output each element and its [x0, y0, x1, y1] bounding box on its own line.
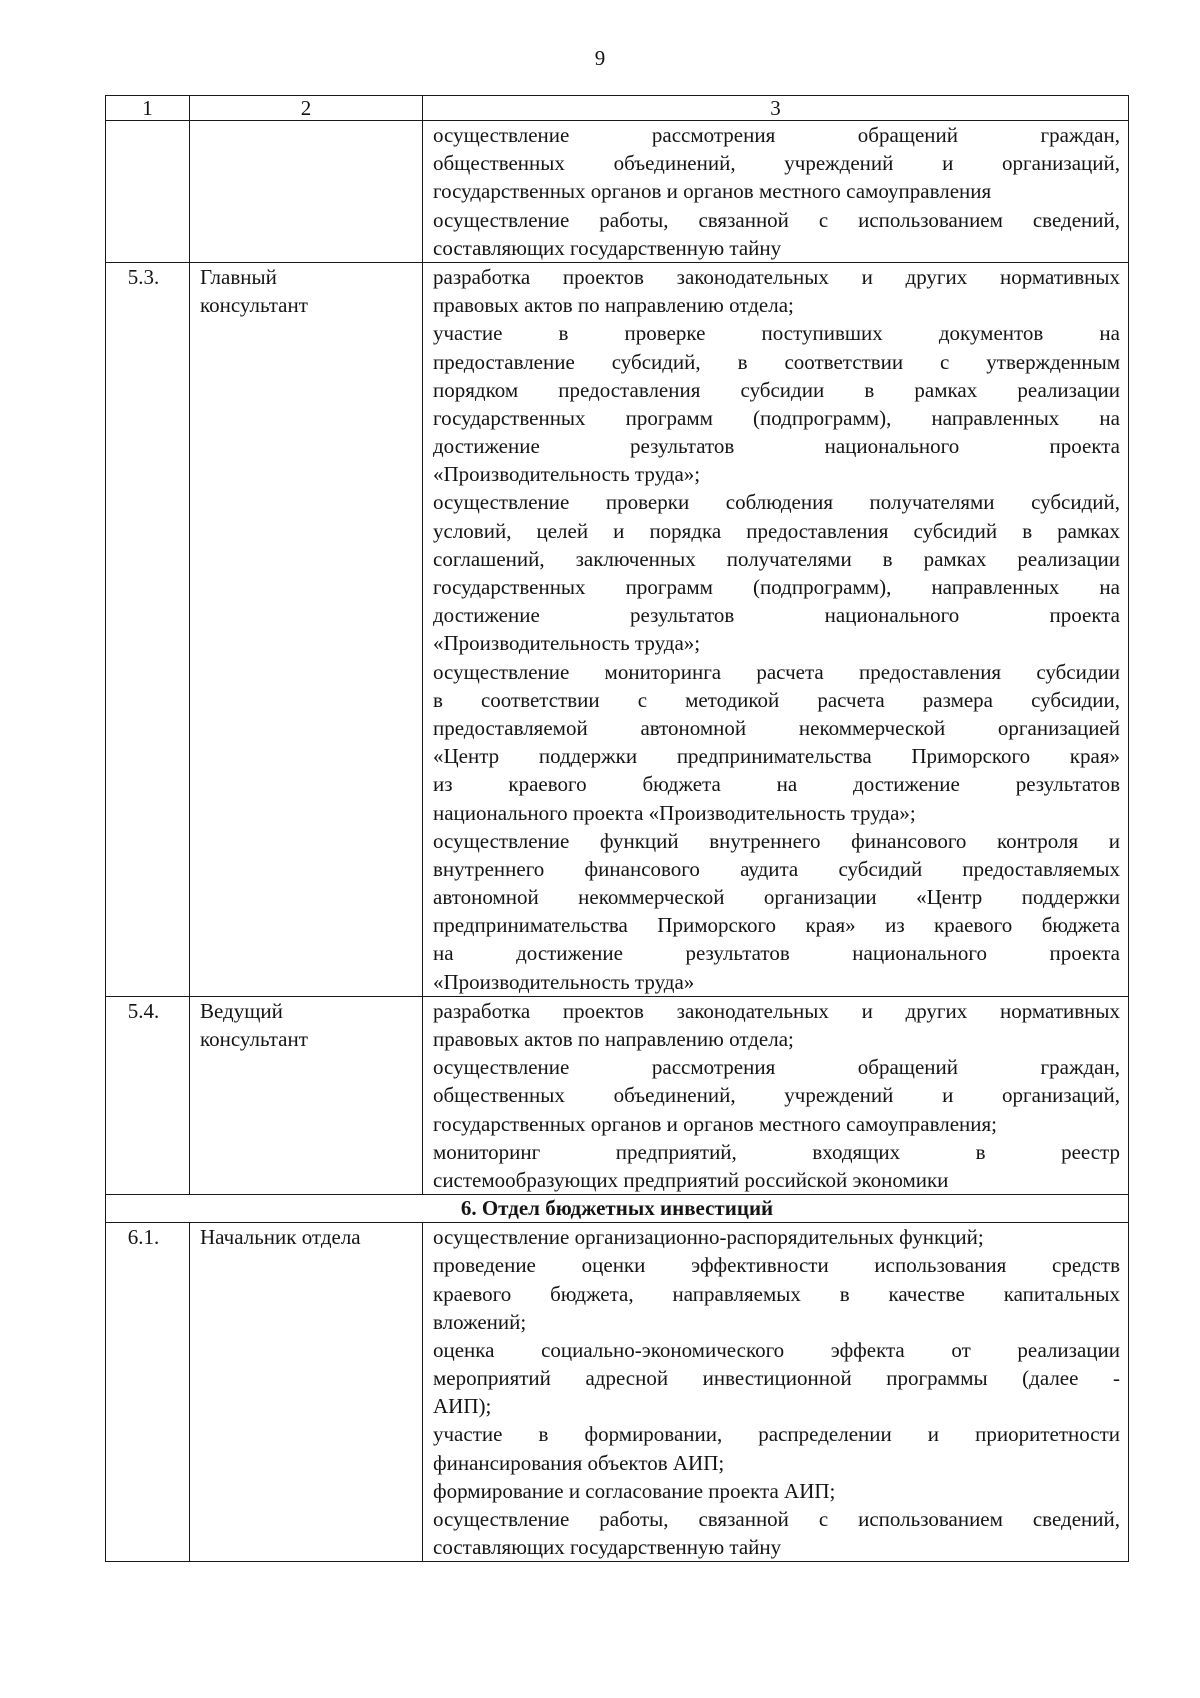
duty-line: на достижение результатов национального проекта	[433, 941, 1120, 966]
position-title	[190, 996, 423, 1194]
column-header-2: 2	[190, 96, 423, 121]
duties-text	[423, 262, 1129, 996]
duties-text	[423, 996, 1129, 1194]
duty-line: предоставление субсидий, в соответствии с утвержденным	[433, 349, 1120, 374]
duty-line: осуществление проверки соблюдения получателями субсидий,	[433, 490, 1120, 515]
duty-line: государственных программ (подпрограмм), направленных на	[433, 405, 1120, 430]
column-header-3: 3	[423, 96, 1129, 121]
duty-line: порядком предоставления субсидии в рамках реализации	[433, 377, 1120, 402]
duty-line: участие в формировании, распределении и приоритетности	[433, 1422, 1120, 1447]
duty-line: автономной некоммерческой организации «Центр поддержки	[433, 885, 1120, 910]
page-number: 9	[594, 46, 606, 70]
duty-line: «Производительность труда»;	[433, 462, 701, 487]
duty-line: предпринимательства Приморского края» из краевого бюджета	[433, 913, 1120, 938]
duty-line: мониторинг предприятий, входящих в реестр	[433, 1139, 1120, 1164]
duty-line: системообразующих предприятий российской экономики	[433, 1167, 949, 1192]
table-row	[106, 996, 1129, 1194]
position-title-line: Главный	[200, 264, 277, 289]
duty-line: из краевого бюджета на достижение результатов	[433, 772, 1120, 797]
section-heading: 6. Отдел бюджетных инвестиций	[106, 1195, 1129, 1223]
duty-line: национального проекта «Производительность труда»;	[433, 800, 916, 825]
table-header-row	[106, 96, 1129, 121]
duty-line: разработка проектов законодательных и других нормативных	[433, 264, 1120, 289]
item-number: 5.3.	[106, 262, 190, 996]
section-heading-row	[106, 1195, 1129, 1223]
duty-line: составляющих государственную тайну	[433, 1535, 782, 1560]
duty-line: в соответствии с методикой расчета размера субсидии,	[433, 687, 1120, 712]
item-number: 6.1.	[106, 1223, 190, 1562]
duty-line: «Производительность труда»	[433, 969, 695, 994]
duty-line: общественных объединений, учреждений и организаций,	[433, 151, 1120, 176]
duty-line: осуществление рассмотрения обращений граждан,	[433, 1055, 1120, 1080]
duty-line: «Центр поддержки предпринимательства Приморского края»	[433, 744, 1120, 769]
duty-line: достижение результатов национального проекта	[433, 603, 1120, 628]
position-title-line: Ведущий	[200, 998, 283, 1023]
duty-line: оценка социально-экономического эффекта от реализации	[433, 1337, 1120, 1362]
duty-line: вложений;	[433, 1309, 527, 1334]
duty-line: достижение результатов национального проекта	[433, 434, 1120, 459]
item-number: 5.4.	[106, 996, 190, 1194]
duty-line: правовых актов по направлению отдела;	[433, 1027, 794, 1051]
duty-line: разработка проектов законодательных и других нормативных	[433, 998, 1120, 1023]
duty-line: соглашений, заключенных получателями в рамках реализации	[433, 546, 1120, 571]
duty-line: осуществление работы, связанной с использованием сведений,	[433, 1507, 1120, 1531]
duty-line: предоставляемой автономной некоммерческой организацией	[433, 715, 1120, 740]
duty-line: осуществление мониторинга расчета предоставления субсидии	[433, 659, 1120, 684]
duty-line: общественных объединений, учреждений и организаций,	[433, 1083, 1120, 1108]
duty-line: государственных органов и органов местного самоуправления	[433, 179, 992, 204]
table-row	[106, 1223, 1129, 1562]
duty-line: условий, целей и порядка предоставления субсидий в рамках	[433, 518, 1120, 543]
duty-line: внутреннего финансового аудита субсидий предоставляемых	[433, 856, 1120, 881]
duty-line: проведение оценки эффективности использования средств	[433, 1253, 1120, 1278]
position-title	[190, 262, 423, 996]
duties-table	[105, 95, 1129, 1562]
position-title	[190, 121, 423, 263]
item-number	[106, 121, 190, 263]
table-row	[106, 262, 1129, 996]
position-title-line: консультант	[200, 1027, 308, 1052]
duty-line: осуществление работы, связанной с использованием сведений,	[433, 207, 1120, 232]
position-title-line: консультант	[200, 293, 308, 318]
duty-line: правовых актов по направлению отдела;	[433, 293, 794, 318]
column-header-1: 1	[106, 96, 190, 121]
position-title-line: Начальник отдела	[200, 1225, 361, 1250]
duties-text	[423, 1223, 1129, 1562]
duties-text	[423, 121, 1129, 263]
duty-line: государственных органов и органов местного самоуправления;	[433, 1111, 998, 1136]
position-title	[190, 1223, 423, 1562]
duty-line: осуществление организационно-распорядительных функций;	[433, 1225, 984, 1250]
duty-line: составляющих государственную тайну	[433, 235, 782, 260]
table-row	[106, 121, 1129, 263]
duty-line: участие в проверке поступивших документов на	[433, 321, 1120, 346]
duty-line: формирование и согласование проекта АИП;	[433, 1478, 836, 1503]
duty-line: осуществление функций внутреннего финансового контроля и	[433, 828, 1120, 853]
duty-line: осуществление рассмотрения обращений граждан,	[433, 123, 1120, 147]
duty-line: мероприятий адресной инвестиционной программы (далее -	[433, 1366, 1120, 1391]
duty-line: финансирования объектов АИП;	[433, 1450, 725, 1475]
duty-line: АИП);	[433, 1394, 492, 1419]
duty-line: государственных программ (подпрограмм), направленных на	[433, 575, 1120, 599]
duty-line: «Производительность труда»;	[433, 631, 701, 656]
duty-line: краевого бюджета, направляемых в качестве капитальных	[433, 1281, 1120, 1306]
